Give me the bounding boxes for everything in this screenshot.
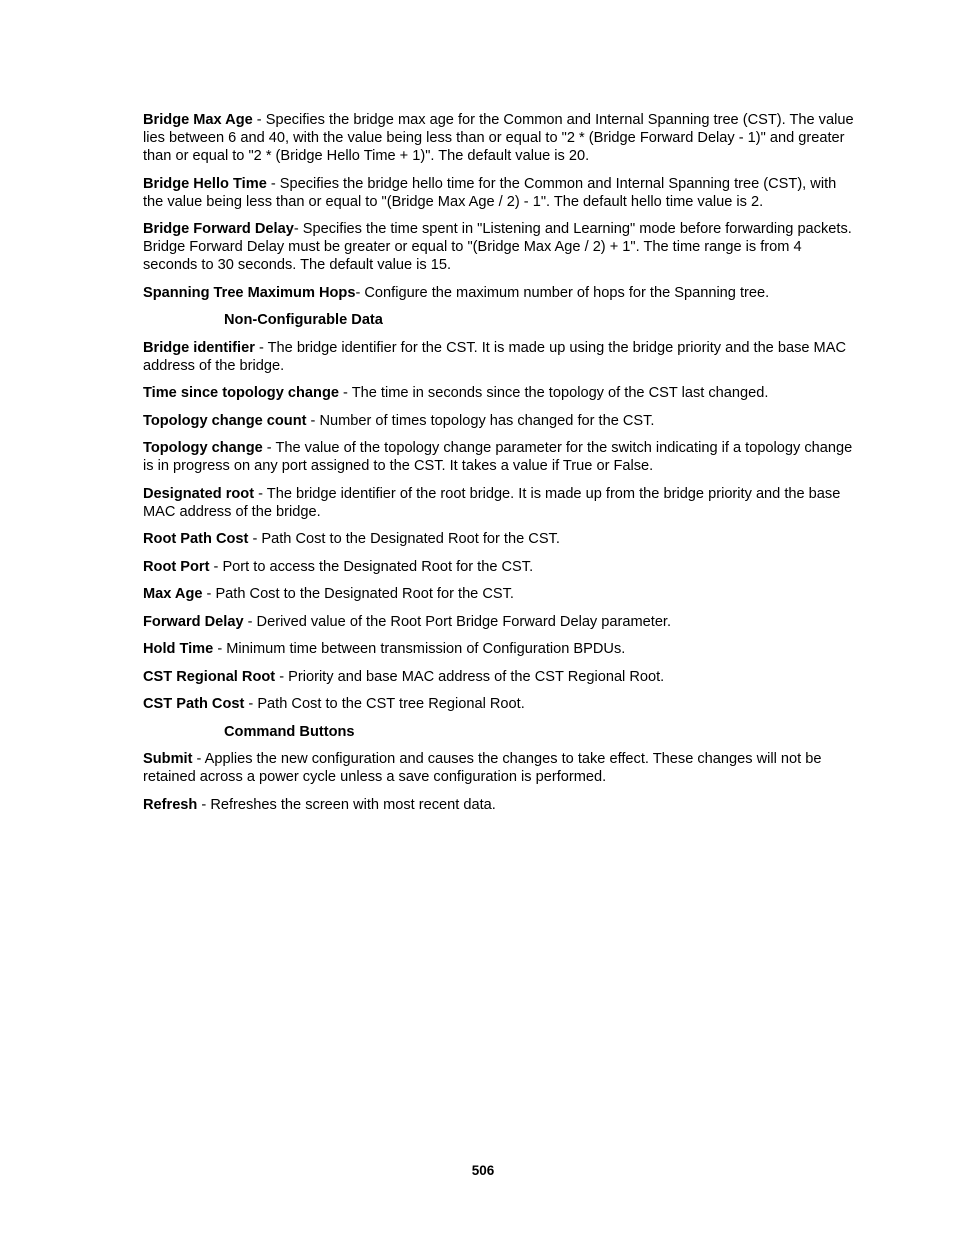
term-label: CST Path Cost (143, 696, 245, 712)
definition-topology-change-count (143, 412, 859, 430)
section-heading-command-buttons: Command Buttons (224, 723, 355, 740)
definition-root-port (143, 558, 859, 576)
definition-bridge-hello-time (143, 175, 859, 211)
term-label: Refresh (143, 796, 198, 813)
section-heading-non-configurable-data: Non-Configurable Data (224, 312, 383, 328)
definition-designated-root (143, 485, 859, 521)
definition-submit (143, 750, 859, 786)
term-description: - The value of the topology change parameter for the switch indicating if a topology change is in progress on any port assigned to the CST. It takes a value if True or False. (143, 440, 853, 474)
term-label: Submit (143, 751, 193, 767)
term-description: - The bridge identifier for the CST. It is made up using the bridge priority and the base MAC address of the bridge. (143, 339, 846, 374)
term-description: - Number of times topology has changed for the CST. (306, 412, 655, 429)
definition-cst-path-cost (143, 695, 859, 713)
term-label: Topology change count (143, 412, 307, 429)
definition-topology-change (143, 439, 859, 475)
definition-max-age (143, 585, 859, 603)
term-description: - The time in seconds since the topology of the CST last changed. (338, 385, 769, 401)
definition-bridge-identifier (143, 339, 859, 375)
term-label: Forward Delay (143, 613, 244, 630)
term-description: - Minimum time between transmission of Configuration BPDUs. (213, 641, 626, 657)
term-description: - Path Cost to the Designated Root for the CST. (202, 586, 514, 602)
term-label: Bridge Max Age (143, 112, 253, 128)
term-description: - Configure the maximum number of hops for the Spanning tree. (355, 284, 770, 301)
term-label: Bridge identifier (143, 339, 255, 356)
term-description: - Specifies the bridge hello time for the Common and Internal Spanning tree (CST), with the value being less than or equal to "(Bridge Max Age / 2) - 1". The default hello time value is 2. (143, 175, 837, 210)
term-description: - Port to access the Designated Root for the CST. (209, 558, 534, 575)
term-description: - Path Cost to the Designated Root for the CST. (248, 531, 560, 547)
term-description: - Path Cost to the CST tree Regional Root. (244, 696, 525, 712)
definition-forward-delay (143, 613, 859, 631)
term-description: - Priority and base MAC address of the CST Regional Root. (275, 668, 665, 685)
term-description: - The bridge identifier of the root bridge. It is made up from the bridge priority and the base MAC address of the bridge. (143, 485, 841, 520)
definition-root-path-cost (143, 530, 859, 548)
definition-refresh (143, 796, 859, 814)
term-label: Designated root (143, 485, 255, 502)
term-label: Root Port (143, 558, 210, 575)
term-label: Spanning Tree Maximum Hops (143, 284, 356, 301)
term-description: - Applies the new configuration and causes the changes to take effect. These changes will not be retained across a power cycle unless a save configuration is performed. (143, 751, 822, 785)
term-label: Topology change (143, 440, 263, 456)
document-body (143, 111, 859, 823)
definition-bridge-max-age (143, 111, 859, 165)
definition-cst-regional-root (143, 668, 859, 686)
term-label: CST Regional Root (143, 668, 276, 685)
definition-spanning-tree-maximum-hops (143, 284, 859, 302)
term-description: - Specifies the time spent in "Listening and Learning" mode before forwarding packets. Bridge Forward Delay must be greater or equal to "(Bridge Max Age / 2) + 1". The time range is from 4 seconds to 30 seconds. The default value is 15. (143, 221, 852, 273)
page-number: 506 (471, 1163, 495, 1178)
term-description: - Specifies the bridge max age for the Common and Internal Spanning tree (CST). The value lies between 6 and 40, with the value being less than or equal to "2 * (Bridge Forward Delay - 1)" and greater than or equal to "2 * (Bridge Hello Time + 1)". The default value is 20. (143, 112, 854, 164)
definition-bridge-forward-delay (143, 220, 859, 274)
term-label: Max Age (143, 586, 203, 602)
definition-hold-time (143, 640, 859, 658)
term-label: Time since topology change (143, 385, 339, 401)
term-label: Root Path Cost (143, 531, 249, 547)
definition-time-since-topology-change (143, 384, 859, 402)
term-label: Hold Time (143, 641, 214, 657)
term-label: Bridge Hello Time (143, 175, 267, 192)
term-label: Bridge Forward Delay (143, 221, 294, 237)
term-description: - Derived value of the Root Port Bridge Forward Delay parameter. (243, 613, 672, 630)
term-description: - Refreshes the screen with most recent data. (197, 796, 496, 813)
